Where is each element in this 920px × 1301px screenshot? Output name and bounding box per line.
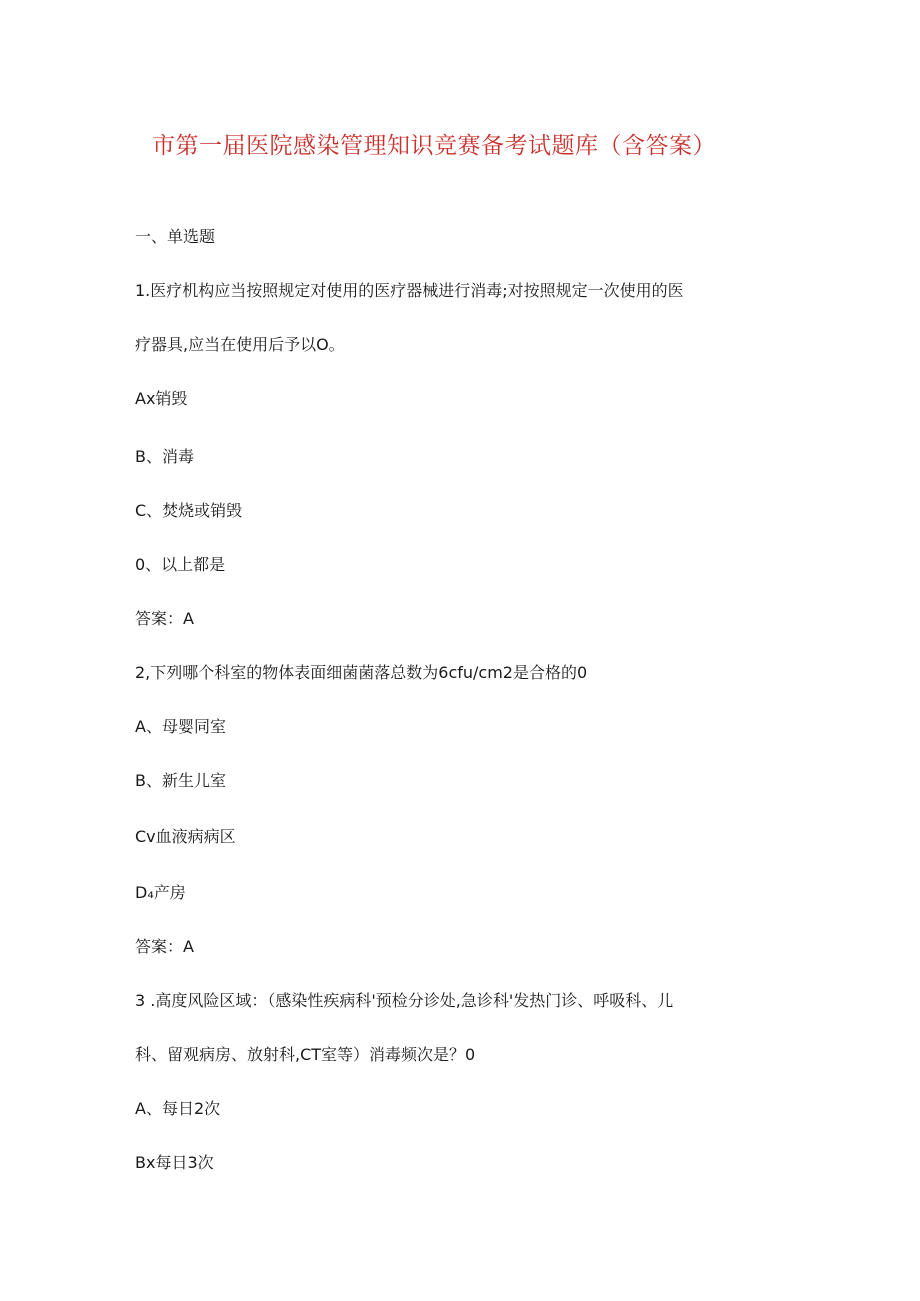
question-1-stem-line-2: 疗器具,应当在使用后予以O。 [135, 335, 345, 354]
question-1-option-c: C、焚烧或销毁 [135, 501, 243, 520]
question-1-stem-line-1: 1.医疗机构应当按照规定对使用的医疗器械进行消毒;对按照规定一次使用的医 [135, 281, 684, 300]
question-2-option-c: Cv血液病病区 [135, 827, 236, 846]
document-title: 市第一届医院感染管理知识竞赛备考试题库（含答案） [152, 133, 716, 159]
question-3-stem-line-2: 科、留观病房、放射科,CT室等）消毒频次是？0 [135, 1045, 476, 1064]
question-2-option-d: D₄产房 [135, 883, 186, 902]
question-2-stem-line-1: 2,下列哪个科室的物体表面细菌菌落总数为6cfu/cm2是合格的0 [135, 663, 588, 682]
question-1-option-b: B、消毒 [135, 447, 194, 466]
question-1-answer: 答案：A [135, 609, 194, 628]
question-3-option-b: Bx每日3次 [135, 1153, 214, 1172]
question-3-stem-line-1: 3 .高度风险区域：（感染性疾病科'预检分诊处,急诊科'发热门诊、呼吸科、儿 [135, 991, 674, 1010]
question-1-option-d: 0、以上都是 [135, 555, 226, 574]
question-2-option-a: A、母婴同室 [135, 717, 226, 736]
question-2-answer: 答案：A [135, 937, 194, 956]
section-heading: 一、单选题 [135, 227, 216, 246]
question-2-option-b: B、新生儿室 [135, 771, 226, 790]
question-1-option-a: Ax销毁 [135, 389, 188, 408]
question-3-option-a: A、每日2次 [135, 1099, 221, 1118]
